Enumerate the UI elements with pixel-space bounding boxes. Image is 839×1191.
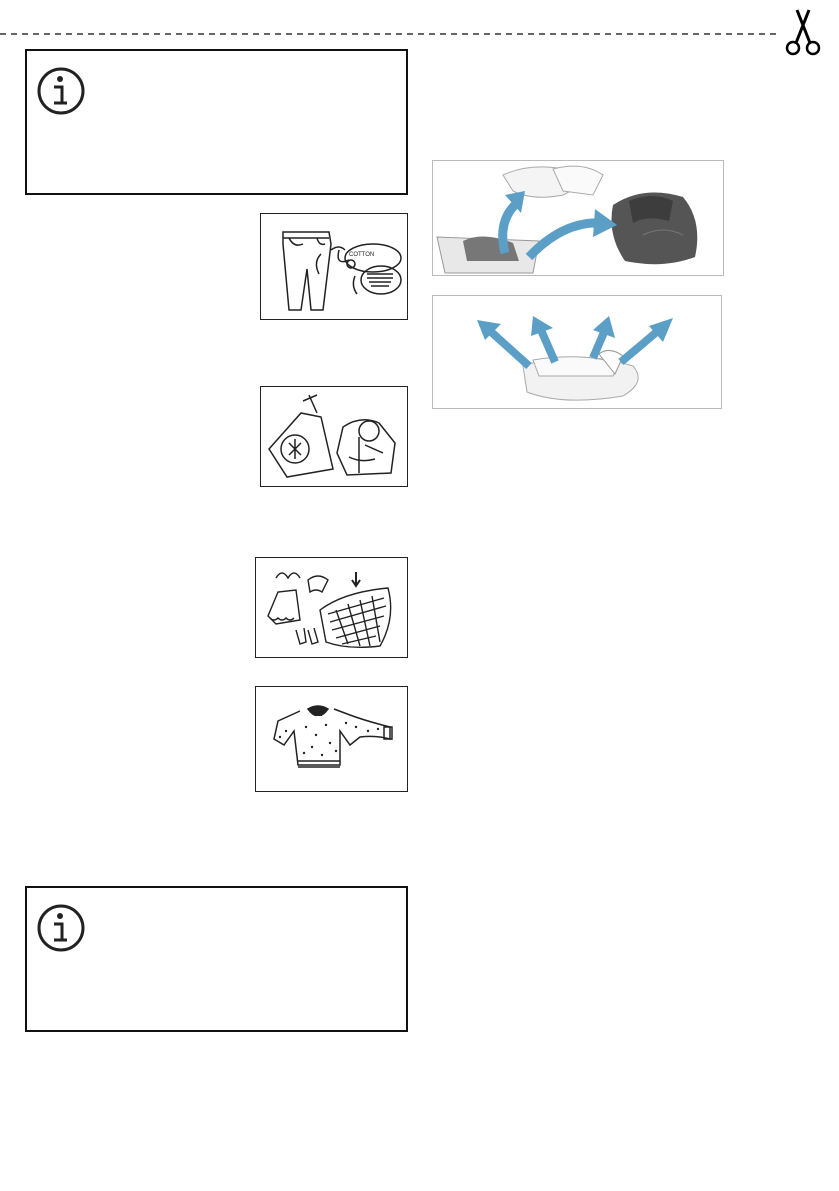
illustration-sweater (255, 686, 408, 792)
cotton-label: COTTON (349, 252, 375, 258)
illustration-jeans-pockets (260, 213, 408, 320)
illustration-laundry-net-bag (255, 557, 408, 658)
photo-sort-laundry (432, 160, 724, 276)
illustration-pillowcase-shirt (260, 386, 408, 487)
info-icon (35, 65, 87, 117)
info-box-top (25, 49, 408, 195)
info-icon (35, 902, 87, 954)
info-box-bottom (25, 886, 408, 1032)
photo-shake-laundry (432, 295, 722, 409)
scissors-icon (787, 10, 819, 54)
